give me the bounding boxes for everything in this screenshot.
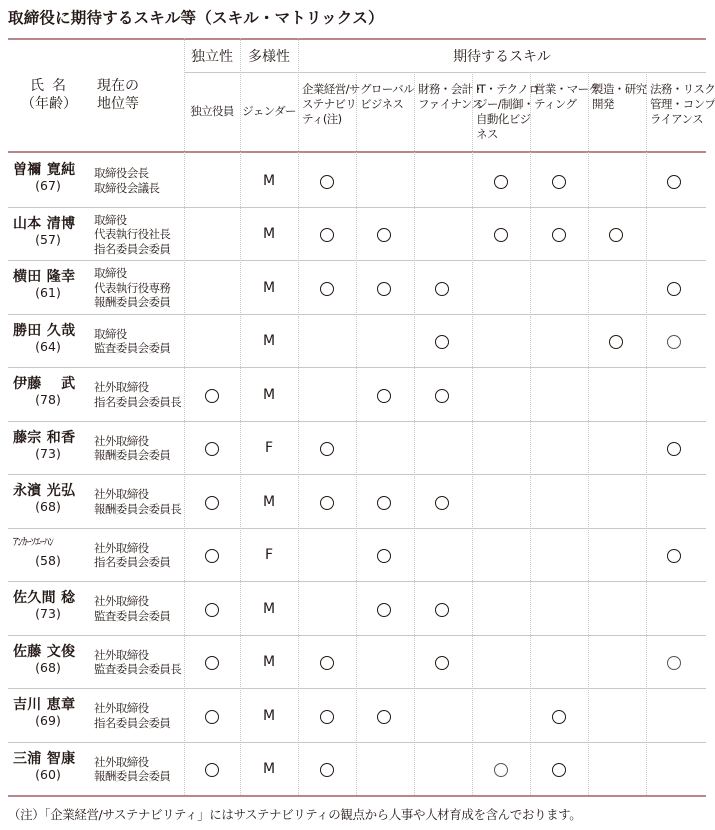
director-position-line: 社外取締役 [94, 380, 149, 395]
header-subcolumn-line: 企業経営/サ [302, 82, 360, 96]
gender-value: M [262, 600, 276, 617]
director-position-line: 社外取締役 [94, 754, 149, 769]
skill-mark-global [377, 496, 391, 510]
header-subcolumn [588, 82, 646, 112]
header-age: （年齢） [21, 96, 77, 112]
director-position-line: 社外取締役 [94, 594, 149, 609]
header-position [97, 77, 139, 113]
header-subcolumn-line: IT・テクノロ [476, 82, 540, 96]
director-age: (60) [35, 766, 61, 782]
column-separator [530, 72, 531, 795]
row-divider [8, 742, 706, 743]
table-top-rule [8, 38, 706, 40]
header-subcolumn-line: 管理・コンプ [650, 97, 715, 111]
gender-value: M [262, 333, 276, 350]
director-name: 曽禰 寛純 [13, 162, 76, 178]
director-positions [94, 380, 181, 409]
director-position-line: 代表執行役専務 [94, 280, 171, 295]
director-position-line: 監査委員会委員長 [94, 662, 182, 677]
independent-director-mark [205, 710, 219, 724]
header-subcolumn-line: ライアンス [650, 112, 704, 126]
skill-mark-sales [552, 228, 566, 242]
row-divider [8, 635, 706, 636]
header-subcolumn-line: 自動化ビジ [476, 112, 531, 126]
director-name: 佐久間 稔 [13, 590, 76, 606]
director-positions [94, 327, 170, 356]
header-subcolumn-line: ステナビリ [302, 97, 357, 111]
skill-mark-management [320, 656, 334, 670]
skill-mark-management [320, 228, 334, 242]
row-divider [8, 314, 706, 315]
row-divider [8, 421, 706, 422]
row-divider [8, 528, 706, 529]
row-divider [8, 581, 706, 582]
independent-director-mark [205, 389, 219, 403]
skill-mark-legal [667, 335, 681, 349]
skill-mark-legal [667, 442, 681, 456]
footnote: （注）「企業経営/サステナビリティ」にはサステナビリティの観点から人事や人材育成を含んでおります。 [8, 807, 582, 822]
director-position-line: 指名委員会委員長 [94, 394, 182, 409]
header-subcolumn-line: ジー/制御・ [476, 97, 534, 111]
header-subcolumn [472, 82, 540, 142]
header-bottom-rule [8, 151, 706, 153]
skill-mark-manufacturing [609, 335, 623, 349]
header-subcolumn-line: ティング [534, 97, 577, 111]
director-position-line: 代表執行役社長 [94, 227, 171, 241]
director-position-line: 取締役 [94, 326, 127, 341]
header-subcolumn [240, 104, 298, 119]
table-bottom-rule [8, 795, 706, 797]
director-positions [94, 266, 170, 310]
director-age: (67) [35, 178, 61, 193]
skill-mark-finance [435, 282, 449, 296]
skill-mark-global [377, 549, 391, 563]
skill-mark-global [377, 282, 391, 296]
director-positions [94, 648, 181, 677]
director-name: 山本 清博 [13, 215, 76, 232]
header-subcolumn [646, 82, 715, 127]
director-position-line: 社外取締役 [94, 487, 149, 502]
header-subcolumn-line: 営業・マーケ [534, 82, 600, 96]
gender-value: F [264, 440, 274, 457]
gender-value: M [262, 226, 276, 243]
header-subcolumn-line: 財務・会計・ [418, 82, 484, 96]
director-name: ｱﾝｶｰｿｴｰﾊﾝ [13, 535, 54, 548]
director-position-line: 監査委員会委員 [94, 608, 171, 623]
director-age: (73) [35, 606, 61, 621]
director-age: (69) [35, 713, 61, 728]
gender-value: M [262, 386, 276, 403]
column-separator [184, 38, 185, 795]
skill-mark-finance [435, 496, 449, 510]
gender-value: F [264, 547, 274, 564]
header-subcolumn-line: ジェンダー [242, 104, 296, 118]
header-subcolumn [184, 104, 240, 119]
director-name: 横田 隆幸 [13, 269, 76, 285]
column-separator [356, 72, 357, 795]
header-name: 氏名 [30, 78, 74, 94]
director-position-line: 報酬委員会委員 [94, 295, 171, 309]
independent-director-mark [205, 603, 219, 617]
independent-director-mark [205, 496, 219, 510]
skill-mark-management [320, 763, 334, 777]
director-position-line: 社外取締役 [94, 433, 149, 448]
skill-mark-management [320, 442, 334, 456]
skill-mark-finance [435, 603, 449, 617]
header-position-line1: 現在の [97, 78, 139, 94]
header-subcolumn-line: 法務・リスク [650, 82, 715, 96]
row-divider [8, 474, 706, 475]
director-positions [94, 434, 170, 463]
skill-mark-global [377, 603, 391, 617]
director-position-line: 指名委員会委員 [94, 555, 171, 570]
skill-mark-finance [435, 656, 449, 670]
director-age: (73) [35, 445, 61, 461]
header-subcolumn [414, 82, 484, 112]
row-divider [8, 688, 706, 689]
skill-mark-sales [552, 710, 566, 724]
director-position-line: 取締役 [94, 266, 127, 280]
row-divider [8, 207, 706, 208]
director-name: 三浦 智康 [13, 750, 76, 767]
skill-mark-management [320, 175, 334, 189]
row-divider [8, 367, 706, 368]
skill-mark-sales [552, 763, 566, 777]
header-name-age [10, 77, 88, 113]
director-age: (61) [35, 285, 61, 300]
director-age: (68) [35, 499, 61, 514]
skill-mark-it [494, 763, 508, 777]
director-age: (64) [35, 338, 61, 354]
director-positions [94, 166, 159, 195]
director-position-line: 取締役 [94, 212, 127, 227]
director-position-line: 報酬委員会委員長 [94, 501, 182, 516]
director-age: (58) [35, 552, 61, 568]
director-position-line: 指名委員会委員 [94, 715, 171, 730]
director-position-line: 指名委員会委員 [94, 241, 171, 256]
skill-mark-finance [435, 335, 449, 349]
skill-mark-it [494, 228, 508, 242]
director-name: 佐藤 文俊 [13, 643, 76, 660]
skill-mark-legal [667, 656, 681, 670]
header-subcolumn [530, 82, 600, 112]
director-name: 伊藤 武 [13, 376, 76, 392]
column-separator [588, 72, 589, 795]
independent-director-mark [205, 442, 219, 456]
header-subcolumn-line: ネス [476, 127, 498, 141]
column-separator [472, 72, 473, 795]
director-position-line: 社外取締役 [94, 701, 149, 716]
director-name: 吉川 恵章 [13, 697, 76, 713]
column-separator [298, 38, 299, 795]
gender-value: M [262, 707, 276, 724]
independent-director-mark [205, 549, 219, 563]
header-subcolumn-line: ファイナンス [418, 97, 483, 111]
page-title: 取締役に期待するスキル等（スキル・マトリックス） [8, 9, 384, 27]
header-group-skills: 期待するスキル [453, 49, 551, 65]
director-age: (78) [35, 392, 61, 407]
director-name: 永濱 光弘 [13, 483, 76, 499]
header-subcolumn-line: 製造・研究 [592, 82, 647, 96]
header-subcolumn [298, 82, 360, 127]
header-subcolumn-line: グローバル [360, 82, 414, 96]
director-positions [94, 213, 170, 257]
column-separator [240, 38, 241, 795]
header-position-line2: 地位等 [97, 96, 139, 112]
header-subcolumn-line: 開発 [592, 97, 614, 111]
director-position-line: 取締役会議長 [94, 180, 160, 195]
column-separator [414, 72, 415, 795]
director-positions [94, 487, 181, 516]
skill-mark-legal [667, 282, 681, 296]
header-subcolumn-line: ビジネス [360, 97, 404, 111]
director-positions [94, 541, 170, 570]
director-position-line: 監査委員会委員 [94, 341, 171, 356]
director-position-line: 取締役会長 [94, 166, 149, 181]
skill-mark-global [377, 228, 391, 242]
row-divider [8, 260, 706, 261]
gender-value: M [262, 279, 276, 296]
director-name: 勝田 久哉 [13, 322, 76, 339]
director-positions [94, 755, 170, 784]
independent-director-mark [205, 763, 219, 777]
director-name: 藤宗 和香 [13, 429, 76, 446]
director-position-line: 社外取締役 [94, 540, 149, 555]
director-positions [94, 701, 170, 730]
skill-mark-legal [667, 175, 681, 189]
director-age: (68) [35, 659, 61, 675]
skill-mark-management [320, 710, 334, 724]
skill-mark-legal [667, 549, 681, 563]
header-subcolumn-line: ティ(注) [302, 112, 342, 126]
skill-mark-finance [435, 389, 449, 403]
director-position-line: 報酬委員会委員 [94, 769, 171, 784]
skill-mark-global [377, 389, 391, 403]
director-position-line: 社外取締役 [94, 647, 149, 662]
skill-mark-it [494, 175, 508, 189]
column-separator [646, 72, 647, 795]
skill-mark-sales [552, 175, 566, 189]
skill-mark-manufacturing [609, 228, 623, 242]
director-position-line: 報酬委員会委員 [94, 448, 171, 463]
skill-mark-global [377, 710, 391, 724]
skill-mark-management [320, 282, 334, 296]
header-group-divider [184, 72, 706, 73]
director-age: (57) [35, 231, 61, 247]
header-subcolumn-line: 独立役員 [190, 104, 234, 118]
header-subcolumn [356, 82, 414, 112]
gender-value: M [262, 761, 276, 778]
header-group-independence: 独立性 [191, 49, 233, 65]
director-positions [94, 594, 170, 623]
skill-mark-management [320, 496, 334, 510]
independent-director-mark [205, 656, 219, 670]
gender-value: M [262, 493, 276, 510]
gender-value: M [262, 172, 276, 189]
header-group-diversity: 多様性 [248, 49, 290, 65]
gender-value: M [262, 654, 276, 671]
